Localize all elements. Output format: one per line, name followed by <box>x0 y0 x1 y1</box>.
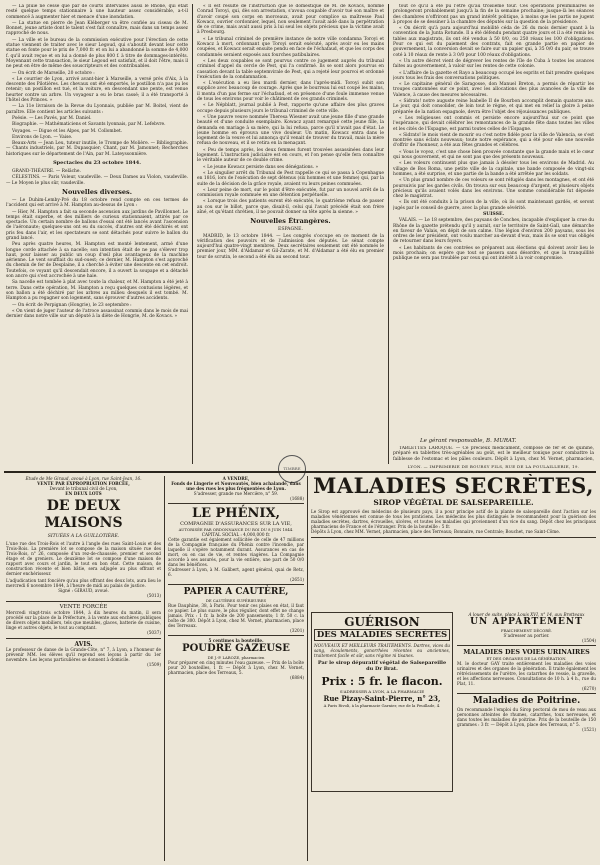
col1-paragraphs <box>6 4 188 157</box>
paragraph: « Les deux coupables se sont pourvus contre ce jugement auprès du tribunal criminel d'appel du cercle de Pest, qui l'a confirmé. Ils se sont alors pourvus en cassation devant la table septemvirale de Pest, qui a rejeté leur pourvoi et ordonné l'exécution de la condamnation. <box>197 58 384 80</box>
ad-a-vendre: A VENDRE, <box>222 476 250 481</box>
ad-sirop-title: SIROP VÉGÉTAL DE SALSEPAREILLE. <box>373 498 534 507</box>
ad-number: (2651) <box>290 577 304 582</box>
ad-number: (1509) <box>147 662 161 667</box>
espagne-heading: ESPAGNE. <box>278 227 303 233</box>
paragraph: tout ce qu'il a été pu l'être qu'au troisième tour. Ces opérations préliminaires se prolongeront probablement jusqu'à la fin de la semaine prochaine; jusque-là les séances des chambres n'offriront pas un grand intérêt politique, à moins que les partis ne jugent à propos de se dessiner à la chambre des députés sur la question de la présidence. <box>393 4 594 25</box>
paragraph: — La ville et le bureau de la commission exécutive pour l'érection de cette statue viennent de traiter avec le sieur Legoud, qui s'aboutit devant leur cette statue en fonte pour le prix de 7,000 fr. et on lui a abandonné la somme de 4,000 f. qu'il avait reçue et on lui a donné de plus 800 f. à titre de dommages-intérêts. Moyennant cette transaction, le sieur Legoud est satisfait, et il doit l'être, mais il ne peut en être de même des souscripteurs et des contribuables. <box>6 37 188 70</box>
paragraph: « Il est résulté de l'instruction que le domestique de M. de Kovacs, nommé Conrad Toroyi, qui, dès son arrestation, s'avoua coupable d'avoir tué son maître et d'avoir coupé son corps en morceaux, avait pour complice sa maîtresse Paul Kowacz, ouvrier cordonnier, lequel, non seulement l'avait aidé dans la perpétration de ce crime, mais avait aussi pris à lui seul les objets précieux que la victime avait à Presbourg. <box>197 4 384 36</box>
paragraph: « Le Népblatt, journal publié à Pest, rapporte qu'une affaire des plus graves occupe depuis plusieurs jours le tribunal criminel de cette ville. <box>197 103 384 114</box>
ad-phenix-agent: S'adresser à Lyon, à M. Galibert, agent général, quai de Retz, 6. <box>168 567 304 577</box>
ad-tribunal: Devant le tribunal civil de Lyon, <box>49 486 118 491</box>
paragraph: « L'exécution a eu lieu mardi dernier, dans l'après-midi. Toroyi subit son supplice avec beaucoup de courage. Après que le bourreau lui eut coupé les mains, il monta d'un pas ferme sur l'échafaud, et en présence d'une foule immense venue de tous les environs pour voir le châtiment de ces grands criminels. <box>197 81 384 103</box>
ad-sirop-depots: Dépôts à Lyon, chez MM. Vernet, pharmacien, place des Terreaux; Bonnaire, rue Centrale; Bouchet, rue Saint-Côme. <box>311 529 561 534</box>
ad-guerison-box <box>311 612 453 792</box>
ad-signature: Signé : GIRAUD, avoué. <box>58 588 109 593</box>
paragraph: — Hier, M. Hampton a fait sa seconde ascension aux jardins de Pavillonnet. Le temps était superbe, et des milliers de curieux stationnaient, attirés par ce spectacle. Un certain nombre de ballons d'essai ont été lancés avant l'ascension de l'aéronaute; quelques-uns ont eu du succès, d'autres ont été déchirés et ont pris feu dans l'air, et les spectateurs se sont détachés pour suivre le ballon du grand lancé. <box>6 209 188 241</box>
spectacles-heading: Spectacles du 23 octobre 1844. <box>53 160 141 167</box>
ad-number: (1688) <box>290 496 304 501</box>
paragraph: CÉLESTINS. — Paris Voleur, vaudeville. — Deux Dames au Violon, vaudeville. — Le Moyen le plus sûr, vaudeville. <box>6 175 188 186</box>
paragraph: « Un plus grand nombre de ces voleurs se sont réfugiés dans les montagnes, et ont été poursuivis par les gardes civils. On trouva sur eux beaucoup d'argent, et plusieurs objets précieux qu'ils avaient volés dans les environs. Une somme considérable fut déposée chez le magistrat. <box>393 178 594 200</box>
ad-maisons-title: DE DEUX MAISONS <box>44 498 123 531</box>
ad-avis-title: AVIS. <box>74 641 93 648</box>
paragraph: Peu après quatre heures, M. Hampton est monté lentement, armé d'une longue corde attachée à sa nacelle; son intention était de ne pas s'élever trop haut, pour laisser au public un coup d'œil plus avantageux de la machine aérienne. Le vent soufflait du sud-ouest; ce dernier, M. Hampton s'est approché du chemin de fer de Desplaine, il a cherché à éviter une descente en cet endroit. Toutefois, ce voyant qu'il descendait encore, il a ouvert la soupape et a détaché son ancre qui s'est accrochée à une haie. <box>6 242 188 280</box>
paragraph: « Les voleurs continuent plus que jamais à désoler tous les environs de Madrid. Au village de Bos Roma, une petite ville de la capitale, une bande composée de vingt-six hommes, a été surprise, et une partie de la bande a été arrêtée par les soldats. <box>393 161 594 177</box>
ad-voies-sub: ET DES ORGANES DE LA GÉNÉRATION. <box>486 656 567 661</box>
ad-column-b <box>168 476 304 861</box>
ad-guerison-pour: Par le sirop dépuratif végétal de Salsepareille du Dr Brat. <box>317 660 447 672</box>
paragraph: « Leur peine de mort, sur le point d'être exécutée, fut par un nouvel arrêt de la commission royale commuée en une détention perpétuelle. <box>197 187 384 199</box>
paragraph: — La 11e livraison de la Revue du Lyonnais, publiée par M. Boitel, vient de paraître. Elle contient les articles suivants : <box>6 104 188 115</box>
ad-vente-forcee-text: Mercredi vingt-trois octobre 1844, à dix heures du matin, il sera procédé sur la place de la Préfecture, à la vente aux enchères publiques de divers objets mobiliers, tels que meubles, glaces, batterie de cuisine, linge et autres objets, le tout au comptant. <box>6 610 161 630</box>
paragraph: « Les religieuses ont commis et persiste encore aujourd'hui sur ce point que l'espérance, qui devait célébrer les remontances de la grande fête dans toutes les villes et les cités de l'Espagne, est parmi toutes celles de l'Espagne. <box>393 115 594 132</box>
paragraph: — Le Duhim-Lemby-Pré du 18 octobre rend compte en ces termes de l'accident qui est arrivé à M. Hampton au-dessus de Lyon : <box>6 197 188 209</box>
ad-phenix-title: LE PHÉNIX, <box>191 506 281 521</box>
nouvelles-heading: Nouvelles diverses. <box>62 187 132 196</box>
ad-voies-title: MALADIES DES VOIES URINAIRES <box>463 648 590 656</box>
ad-avis-text: Le professeur de danse de la Grande-Côte, n° 7, à Lyon, a l'honneur de prévenir MM. les élèves qu'il reprend ses leçons à partir du 1er novembre. Les leçons particulières se donnent à domicile. <box>6 647 161 662</box>
suisse-heading: SUISSE. <box>482 211 505 217</box>
ad-poudre-sub: DE J.-P. LAROZE, pharmacien <box>207 655 265 660</box>
gerant-signature: Le gérant responsable, B. MURAT. <box>420 438 517 444</box>
paragraph: « Sidrats! notre auguste reine Isabelle II de Bourbon accomplit demain quatorze ans. Le jour, qui doit consolider, de loin tout le règne, et qui met en relief la gloire à peine préparée de la nation espagnole, devra être l'objet des réjouissances publiques. <box>393 99 594 115</box>
ad-papier-title: PAPIER A CAUTÈRE, <box>183 587 289 597</box>
ad-maladies-title: MALADIES SECRÈTES, <box>313 474 594 498</box>
column-2 <box>197 4 384 452</box>
paragraph: « Les habitants de ces contrées se préparent aux élections qui doivent avoir lieu le mois prochain; on espère que tout se passera sans désordre, et que la tranquillité publique ne sera pas troublée par ceux qui ont intérêt à la voir compromise. <box>393 245 594 262</box>
ad-fonds-adresse: S'adresser, grande rue Mercière, n° 59. <box>193 491 279 496</box>
paragraph: « Le singulier arrêt du Tribunal de Pest rappelle ce qui se passa à Copenhague en 1816, lors de l'exécution de sept détenus (six hommes et une femme) qui, par la suite de la décision de la grâce royale, avaient vu leurs peines commuées. <box>197 170 384 187</box>
ad-phenix-sub: COMPAGNIE D'ASSURANCES SUR LA VIE, <box>180 521 292 527</box>
ad-voies-text: M. le docteur GAY traite entièrement les maladies des voies urinaires et des organes de la génération. Il traite également les rétrécissements de l'urètre, les catarrhes de vessie, la gravelle, et les affections nerveuses. Consultations de 10 h. à 4 h., rue du Plat, 11. <box>457 661 596 686</box>
ad-vente: VENTE PAR EXPROPRIATION FORCÉE, <box>37 481 130 486</box>
paragraph: « On décrit qu'à para aujourd'hui mobilité céda de 26 du mois dernier quant à la convention de la Junta Rotunde. Il a été défendu pendant quatre jours et il a été remis les tables aux magistrats, ils ont été vendus à 50 0/0, ou 250 réaux les 100 d'obligations. Pour ce qui est du paiement des contrats, fait en grande partie en papier de gouvernement, la conversion devait se faire sur un papier qui, à 35 0/0 du pair, se trouve coté à 10 réaux de rente à 3 0/0 pour 100 réaux d'obligations. <box>393 26 594 58</box>
paragraph: GRAND-THÉATRE. — Relâche. <box>12 169 81 175</box>
ad-poudre-text: Pour préparer en cinq minutes l'eau gazeuse. — Prix de la boîte pour 20 bouteilles, 1 fr. — Dépôt à Lyon, chez M. Vernet, pharmacien, place des Terreaux, 5. <box>168 660 304 675</box>
paragraph: Environs de Lyon. — Vaise. <box>12 134 73 140</box>
etrangeres-heading: Nouvelles Étrangères. <box>250 217 331 226</box>
paragraph: « Ils ont été conduits à la prison de la ville, où ils sont maintenant gardés, et seront jugés par le conseil de guerre, avec la plus grande sévérité. <box>393 200 594 211</box>
column-divider <box>164 476 165 861</box>
ad-number: (6270) <box>582 686 596 691</box>
column-divider <box>192 4 193 464</box>
stamp-text: TIMBRE <box>283 466 301 471</box>
paragraph: « Un autre décret vient de dégrever les rentes de l'île de Cuba à toutes les avances faites au gouvernement, à valoir sur les rentes de cette colonie. <box>393 58 594 70</box>
ad-vente-forcee-title: VENTE FORCÉE <box>59 604 108 610</box>
ad-pastilles: 5 centimes la bouteille. <box>208 638 264 643</box>
ad-guerison-title: GUÉRISON <box>344 615 420 629</box>
ad-phenix-capital: CAPITAL SOCIAL : 4,000,000 fr. <box>201 532 271 537</box>
ad-column-c <box>311 474 596 861</box>
paragraph: « L'affaire de la gazette et Rayo a beaucoup occupé les esprits et fait prendre quelques jours tous les frais des conversations politiques. <box>393 70 594 81</box>
paragraph: Sa nacelle est tombée à plat avec toute la chaleur, et M. Hampton a été jeté à terre. Dans cette opération, M. Hampton a reçu quelques contusions légères, et son ballon a été déchiré par les arbres au milieu desquels il est tombé. M. Hampton a pu regagner son logement, sans éprouver d'autres accidents. <box>6 280 188 302</box>
ad-poitrine-title: Maladies de Poitrine. <box>472 696 581 706</box>
paragraph: Voyages. — Digue et les Alpes, par M. Collombet. <box>12 128 123 134</box>
ad-situees: SITUÉES A LA GUILLOTIÈRE. <box>47 534 120 539</box>
ad-guerison-sub: DES MALADIES SECRÈTES <box>314 629 450 641</box>
tablettes-notice <box>393 446 594 461</box>
ad-number: (3201) <box>290 628 304 633</box>
ad-poitrine-text: On recommande l'emploi du Sirop pectoral de mou de veau aux personnes atteintes de rhumes, catarrhes, toux nerveuses, et dans toutes les maladies de poitrine. Prix de la bouteille de 150 grammes : 3 fr. — Dépôt à Lyon, place des Terreaux, n° 5. <box>457 707 596 727</box>
ad-poudre-title: POUDRE GAZEUSE <box>182 643 290 654</box>
ad-number: (6884) <box>290 675 304 680</box>
ad-fonds-text: Fonds de Lingerie et Nouveautés, bien achalandé, dans une des rues les plus fréquentées de Lyon. <box>171 481 301 491</box>
column-3 <box>393 4 594 434</box>
paragraph: « Le courrier de Lyon, arrivé avant-hier à Marseille, a versé près d'Aix, à la descente des Pilotières. Les chevaux ont été emportés, le postillon n'a pas pu les retenir; un postillon est tué, et la voiture, en descendant une pente, est venue heurter contre un arbre. Un voyageur a eu le bras cassé; il a été transporté à l'hôtel des Princes. » <box>6 76 188 104</box>
ad-louer-title: A louer de suite, place Louis XVI, n° 14, aux Brotteaux <box>468 612 585 617</box>
column-divider <box>388 4 389 464</box>
column-divider <box>307 476 308 861</box>
paragraph: « On vient de juger l'auteur de l'atroce assassinat commis dans le mois de mai dernier dans notre ville sur un député à la diète de Hongrie, M. de Kovacs. » <box>6 308 188 320</box>
ad-papier-sub: DE CAUTÈRES SUPÉRIEURES <box>205 598 267 603</box>
paragraph: — La pluie ne cesse que par de courts intervalles aussi le Rhône, qui était resté quelque temps stationnaire à une hauteur assez considérable, a-t-il commencé à augmenter hier et menace d'une inondation. <box>6 4 188 20</box>
ad-number: (1521) <box>582 727 596 732</box>
paragraph: Poésie. — Les Pavés, par M. Daniel. <box>12 115 92 121</box>
column-1 <box>6 4 188 452</box>
paragraph: VALAIS. — Le 18 septembre, des paysans de Conches, incapable d'expliquer la crue du Rhône de la gazette prétendu qu'il y aurait, sur le territoire de Saint-Gall, une démarche en faveur de Valais, en dépit de son calme. Une légion d'environ 200 paysans, sous les ordres de leur président, ont voulu marcher au-devant d'eux, mais ils se sont vus obligés de retourner dans leurs foyers. <box>393 218 594 245</box>
ad-number: (1504) <box>582 638 596 643</box>
paragraph: « Une pauvre veuve nommée Theresa Wiesner avait une jeune fille d'une grande beauté et d'une conduite exemplaire. Kowacz ayant remarqué cette jeune fille, la demanda en mariage à sa mère, qui la lui refusa, parce qu'il n'avait pas d'état. Le jeune homme en éprouva une vive douleur. Un matin, Kowacz entra dans le logement de la veuve et lui annonça qu'il venait de trouver du travail, mais la mère refusa de nouveau, et il se retira en la menaçant. <box>197 114 384 147</box>
ad-guerison-rue-sub: A Paris Rivoli, à la pharmacie Garnier, rue de la Feuillade, 4. <box>323 703 441 708</box>
paragraph: « Le tribunal criminel de première instance de notre ville condamna Toroyi et Kowacz à mort, ordonnant que Toroyi serait exécuté, après avoir eu les mains coupées, et Kowacz serait ensuite pendu en face de l'échafaud, et que les corps des condamnés seraient exposés aux fourches patibulaires. <box>197 36 384 58</box>
paragraph: Beaux-Arts — Jean Leu, tuteur inutile, le Trompe de Molière. — Bibliographie. — Chants industriels, par M. Dupasquier; Chant, par M. Jamonnet; Recherches historiques sur le département de l'Ain, par M. Lateyssonnière. <box>6 141 188 157</box>
paragraph: — La statue en pierre de Jean Kléberger va être confiée au ciseau de M. Bonnet, jeune artiste dont le talent s'est fait connaître, mais dans un temps assez rapproché de nous. <box>6 20 188 37</box>
ad-number: (5037) <box>147 630 161 635</box>
ad-phenix-text: Cette garantie est également sollicitée de celle de 47 millions de la Compagnie française du Phénix contre l'incendie, par laquelle il s'opère notamment durant. Assurances en cas de mort, ou en cas de vie, et rentes viagères. La Compagnie accorde à ses assurés, pour la vie entière, une part de 50 0/0 dans les bénéfices. <box>168 537 304 567</box>
ad-right-stack <box>457 612 596 861</box>
ad-adjudication: L'adjudication tant foncière qu'au plus offrant des deux lots, aura lieu le mercredi 6 novembre 1844, à l'heure de midi au palais de justice. <box>6 578 161 588</box>
paragraph: « Vous le voyez, c'est une chose bien prouvée constante que la grande main et le cœur qui nous gouvernent, et qui ne sont pas que des présents nouveaux. <box>393 149 594 161</box>
ad-guerison-rue: Rue Pizay-Saint-Pierre, n° 23, <box>323 694 441 703</box>
ad-column-a <box>6 476 161 861</box>
ad-etude: Étude de Me Giraud, avoué à Lyon, rue Saint-Jean, 16. <box>25 476 142 481</box>
ad-appart-text: S'adresser au portier. <box>503 633 550 638</box>
paragraph: — On écrit de Perpignan (Hongrie), le 23 septembre : <box>12 302 132 308</box>
paragraph: MADRID, le 13 octobre 1844. — Les congrès s'occupe en ce moment de la vérification des pouvoirs et de l'admission des députés. Le sénat compte aujourd'hui quatre-vingt membres. Deux secrétaires seulement ont été nommés le premier jour, MM. d'Aldamar et Gil-Zarate, et M. d'Aldamar a été élu en premier tour de scrutin, le second a été élu au second tour. <box>197 233 384 260</box>
ad-guerison-text: NOUVEAUX ET MEILLEURS TRAITEMENTS. Dartres, vices du sang, écoulements, gonorrhées récentes ou anciennes, traitement facile et sûr, sans régime ni tisanes. <box>314 643 450 658</box>
ad-guerison-adresse: S'ADRESSER A LYON, A LA PHARMACIE <box>339 689 425 694</box>
printer-imprint: LYON. — IMPRIMERIE DE BOURSY FILS, RUE DE LA POULAILLERIE, 19. <box>407 464 580 469</box>
ad-papier-text: Rue Dauphine, 38, à Paris. Pour tenir ces plaies en état, il faut ce papier. Le plus suave, le plus régulier, dont effet ne change jamais. Prix : 1 fr. la boîte de 200 pansements; 1 fr. 50 c. la boîte de 300. Dépôt à Lyon, chez M. Vernet, pharmacien, place des Terreaux. <box>168 603 304 628</box>
ad-en-deux-lots: EN DEUX LOTS <box>65 491 102 496</box>
ad-maisons-text: L'une rue des Trois-Rois et l'autre à l'angle des rues Saint-Louis et des Trois-Rois. La première lot se compose de la maison située rue des Trois-Rois, n° 26, composée d'un rez-de-chaussée, premier et second étage et de greniers. Le deuxième lot se compose d'une maison de rapport avec cours et jardin, le tout en bon état. Cette maison, de construction récente et bien bâtie, sera adjugée au plus offrant et dernier enchérisseur. <box>6 541 161 576</box>
paragraph: « Sidrats! le mois vient de mourir ou c'est notre fidèle pour la ville de Valencia, se s'est montrée sans éclats nouveaux; toute notre espérance, qui a été pour elle une nouvelle d'offrir de l'honneur, a été aux fêtes grandes et célèbres. <box>393 132 594 149</box>
ads-separator <box>4 471 596 473</box>
ad-appartement: UN APPARTEMENT <box>470 617 583 627</box>
ad-appart-sub: FRAICHEMENT DÉCORÉ. <box>500 628 553 633</box>
paragraph: « Peu de temps après, les deux femmes furent trouvées assassinées dans leur logement. L'instruction judiciaire est en cours, et l'on pense qu'elle fera connaître le véritable auteur de ce double crime. <box>197 147 384 164</box>
ad-number: (5013) <box>147 593 161 598</box>
ad-sirop-text: Le Sirop est approuvé des médecins de plusieurs pays, il a pour principe actif de la plante de salsepareille dont l'action sur les maladies vénériennes est connue de tous les praticiens. Les médecins les plus distingués le recommandent pour la guérison des maladies secrètes, dartres, écrouelles, ulcères, et toutes les maladies qui proviennent d'un vice du sang. Dépôt chez les principaux pharmaciens de France et de l'étranger. Prix de la bouteille : 5 fr. <box>311 509 596 529</box>
paragraph: Biographie. — Mathématiciens et Savants lyonnais, par M. Lefebvre. <box>12 122 166 128</box>
paragraph: « Le jeune Kowacz persiste dans ses dénégations. » <box>203 164 319 170</box>
ad-guerison-price: Prix : 5 fr. le flacon. <box>321 675 443 688</box>
paragraph: TABLETTES LAROQUE. — Ce précieux médicament, composé de fer et de quinine, préparé en tablettes très-agréables au goût, est le meilleur tonique pour combattre la faiblesse de l'estomac et les pâles couleurs. Dépôt à Lyon, chez M. Vernet, pharmacien, <box>393 446 594 461</box>
paragraph: « Le capitaine général de Saragosse, don Manuel Breton, a permis de répartir les troupes cantonnées sur ce point, avec les allocations des plus avancées de la ville de Valence, à cause des mesures nécessaires. <box>393 82 594 98</box>
ad-phenix-auth: AUTORISÉE PAR ORDONNANCE DU ROI DU 8 JUIN 1844. <box>178 527 294 532</box>
paragraph: — On écrit de Marseille, 20 octobre : <box>12 70 95 76</box>
paragraph: « Lorsque trois des patients eurent été exécutés, le quatrième refusa de passer au cou sur le billot, parce que, disait-il, celui qui l'avait précédé était son frère aîné, et qu'étant chrétien, il ne pouvait donner sa tête après la sienne. » <box>197 199 384 215</box>
